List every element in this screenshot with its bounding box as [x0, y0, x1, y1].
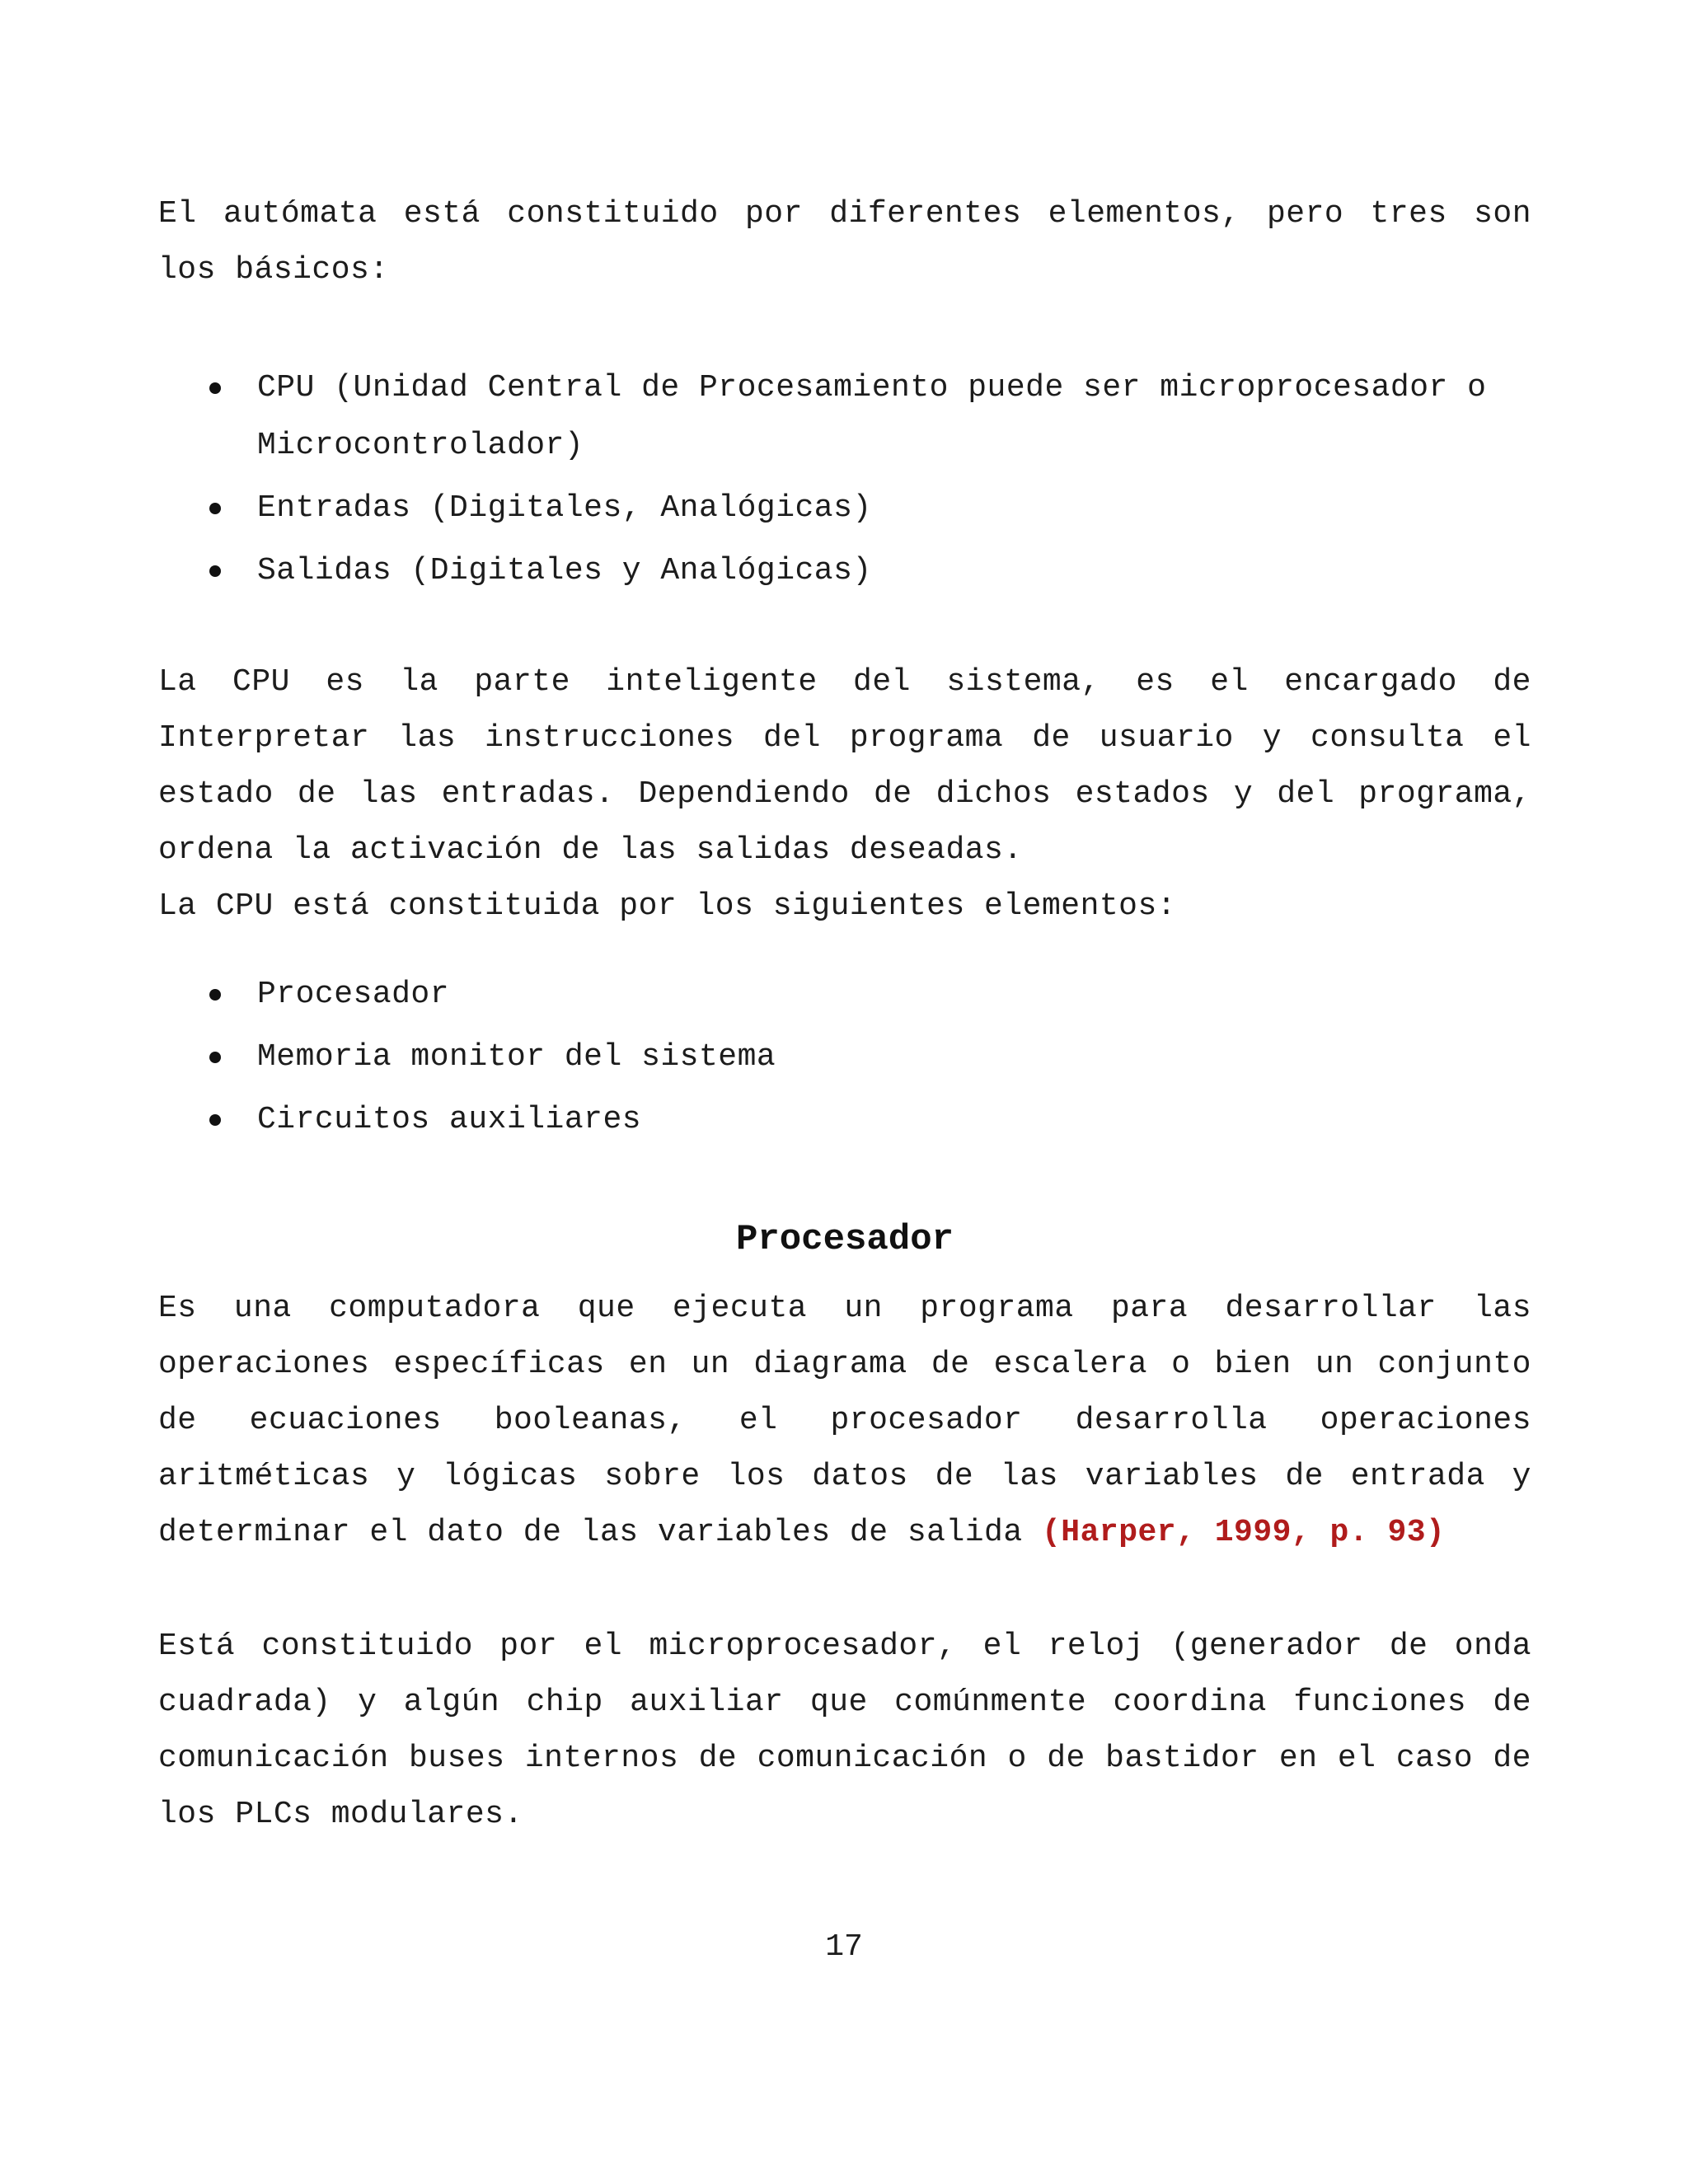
- list-item-text: CPU (Unidad Central de Procesamiento puede ser microprocesador o Microcontrolador): [257, 370, 1487, 463]
- page-number: 17: [825, 1929, 863, 1965]
- list-item: [206, 359, 1531, 475]
- list-item: [206, 966, 1531, 1024]
- bullet-icon: [209, 382, 221, 394]
- bullet-icon: [209, 565, 221, 577]
- list-item: [206, 1029, 1531, 1086]
- list-item: [206, 542, 1531, 600]
- procesador-paragraph-1-text: Es una computadora que ejecuta un programa para desarrollar las operaciones específicas en un diagrama de escalera o bien un conjunto de ecuaciones booleanas, el procesador desarrolla operaciones aritméticas y lógicas sobre los datos de las variables de entrada y determinar el dato de las variables de salida: [158, 1291, 1531, 1550]
- procesador-paragraph-2: Está constituido por el microprocesador, el reloj (generador de onda cuadrada) y algún chip auxiliar que comúnmente coordina funciones de comunicación buses internos de comunicación o de bastidor en el caso de los PLCs modulares.: [158, 1629, 1531, 1832]
- intro-paragraph: El autómata está constituido por diferentes elementos, pero tres son los básicos:: [158, 196, 1531, 288]
- cpu-elements-list: [206, 966, 1531, 1154]
- section-heading-procesador: Procesador: [735, 1219, 954, 1260]
- list-item: [206, 480, 1531, 537]
- list-item-text: Procesador: [257, 977, 450, 1012]
- basic-elements-list: [206, 359, 1531, 605]
- list-item-text: Memoria monitor del sistema: [257, 1039, 776, 1075]
- bullet-icon: [209, 1114, 221, 1126]
- list-item-text: Circuitos auxiliares: [257, 1102, 642, 1137]
- procesador-paragraph-1: [158, 1281, 1531, 1561]
- citation: (Harper, 1999, p. 93): [1041, 1515, 1446, 1550]
- cpu-elements-intro: La CPU está constituida por los siguientes elementos:: [158, 888, 1177, 924]
- list-item-text: Entradas (Digitales, Analógicas): [257, 490, 872, 526]
- bullet-icon: [209, 1052, 221, 1063]
- list-item-text: Salidas (Digitales y Analógicas): [257, 553, 872, 588]
- bullet-icon: [209, 989, 221, 1001]
- bullet-icon: [209, 503, 221, 514]
- cpu-description-paragraph: La CPU es la parte inteligente del sistema, es el encargado de Interpretar las instrucciones del programa de usuario y consulta el estado de las entradas. Dependiendo de dichos estados y del programa, ordena la activación de las salidas deseadas.: [158, 664, 1531, 868]
- list-item: [206, 1091, 1531, 1149]
